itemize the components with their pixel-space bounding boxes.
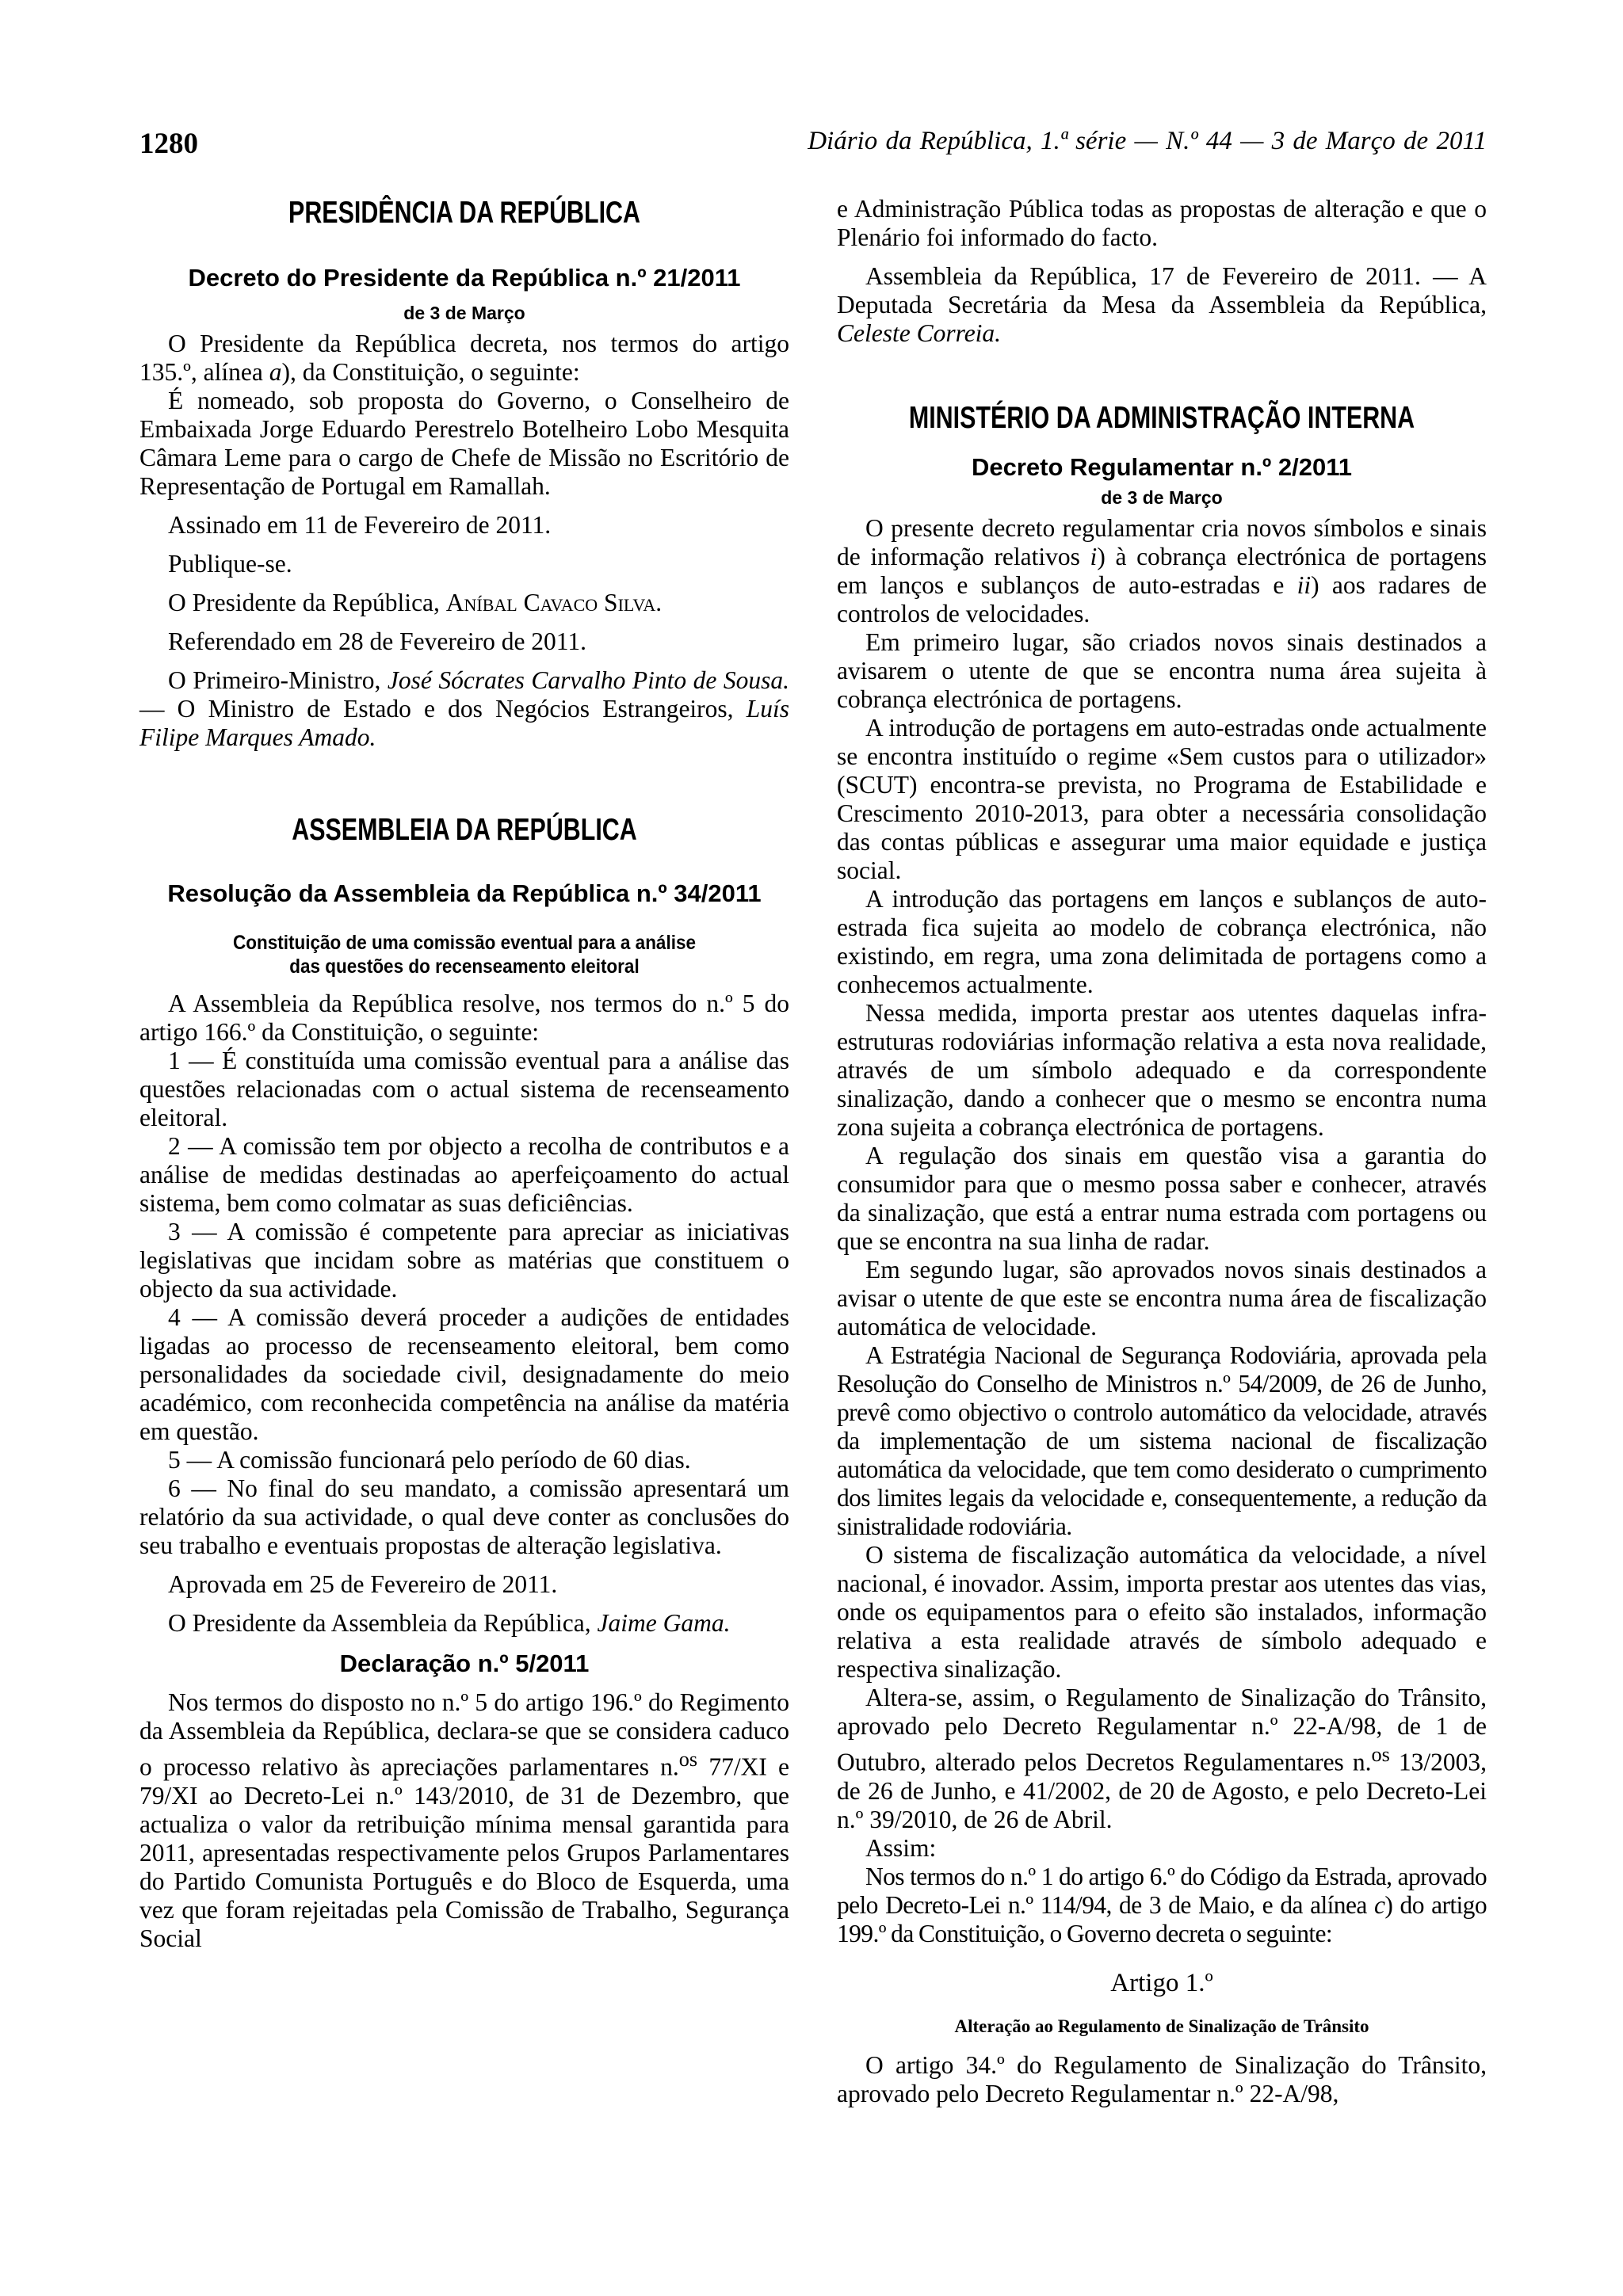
regulatory-paragraph: O sistema de fiscalização automática da velocidade, a nível nacional, é inovador. Assim, importa prestar aos utentes das vias, onde os equipamentos para o efeito são instalados, informação relativa a esta realidade através de símbolo adequado e respectiva sinalização.: [837, 1541, 1487, 1683]
assim-line: Assim:: [865, 1833, 937, 1862]
running-header: [139, 127, 1487, 166]
resolution-title: Resolução da Assembleia da República n.º 34/2011: [167, 879, 762, 907]
deputy-signature: Assembleia da República, 17 de Fevereiro de 2011. — A Deputada Secretária da Mesa da Assembleia da República, Celeste Correia.: [837, 262, 1487, 347]
regulatory-paragraph: Em primeiro lugar, são criados novos sinais destinados a avisarem o utente de que se encontra numa área sujeita à cobrança electrónica de portagens.: [837, 628, 1487, 713]
decree-paragraph: O Presidente da República decreta, nos termos do artigo 135.º, alínea a), da Constituição, o seguinte:: [139, 330, 789, 386]
resolution-intro: A Assembleia da República resolve, nos termos do n.º 5 do artigo 166.º da Constituição, o seguinte:: [139, 990, 789, 1046]
president-signature: O Presidente da República, Aníbal Cavaco Silva.: [168, 589, 663, 616]
regulatory-decree-date: de 3 de Março: [1101, 487, 1223, 508]
resolution-item: 3 — A comissão é competente para apreciar as iniciativas legislativas que incidam sobre as matérias que constituem o objecto da sua actividade.: [139, 1218, 789, 1302]
regulatory-decree-title: Decreto Regulamentar n.º 2/2011: [972, 453, 1352, 481]
section-title-assembleia: ASSEMBLEIA DA REPÚBLICA: [292, 813, 637, 847]
decree-date: de 3 de Março: [403, 303, 525, 323]
resolution-item: 6 — No final do seu mandato, a comissão apresentará um relatório da sua actividade, o qual deve conter as conclusões do seu trabalho e eventuais propostas de alteração legislativa.: [139, 1474, 789, 1559]
regulatory-paragraph: A Estratégia Nacional de Segurança Rodoviária, aprovada pela Resolução do Conselho de Ministros n.º 54/2009, de 26 de Junho, prevê como objectivo o controlo automático da velocidade, através da implementação de um sistema nacional de fiscalização automática da velocidade, que tem como desiderato o cumprimento dos limites legais da velocidade e, consequentemente, a redução da sinistralidade rodoviária.: [837, 1341, 1487, 1540]
decree-title: Decreto do Presidente da República n.º 21/2011: [188, 264, 741, 292]
section-title-presidencia: PRESIDÊNCIA DA REPÚBLICA: [288, 196, 640, 230]
declaration-paragraph: Nos termos do disposto no n.º 5 do artigo 196.º do Regimento da Assembleia da República, declara-se que se considera caduco o processo relativo às apreciações parlamentares n.$^{os}$ 77/XI e 79/XI ao Decreto-Lei n.º 143/2010, de 31 de Dezembro, que actualiza o valor da retribuição mínima mensal garantida para 2011, apresentadas respectivamente pelos Grupos Parlamentares do Partido Comunista Português e do Bloco de Esquerda, uma vez que foram rejeitadas pela Comissão de Trabalho, Segurança Social: [139, 1688, 789, 1952]
regulatory-paragraph: O presente decreto regulamentar cria novos símbolos e sinais de informação relativos i) à cobrança electrónica de portagens em lanços e sublanços de auto-estradas e ii) aos radares de controlos de velocidades.: [837, 514, 1487, 627]
resolution-subject: Constituição de uma comissão eventual para a análise das questões do recenseamento eleitoral: [233, 932, 696, 978]
assembly-president-signature: O Presidente da Assembleia da República, Jaime Gama.: [168, 1609, 731, 1637]
regulatory-paragraph: A introdução de portagens em auto-estradas onde actualmente se encontra instituído o regime «Sem custos para o utilizador» (SCUT) encontra-se prevista, no Programa de Estabilidade e Crescimento 2010-2013, para obter a necessária consolidação das contas públicas e assegurar uma maior equidade e justiça social.: [837, 714, 1487, 884]
article-paragraph: O artigo 34.º do Regulamento de Sinalização do Trânsito, aprovado pelo Decreto Regulamentar n.º 22-A/98,: [837, 2050, 1487, 2107]
resolution-item: 2 — A comissão tem por objecto a recolha de contributos e a análise de medidas destinadas ao aperfeiçoamento do actual sistema, bem como colmatar as suas deficiências.: [139, 1132, 789, 1217]
regulatory-paragraph: A regulação dos sinais em questão visa a garantia do consumidor para que o mesmo possa saber e conhecer, através da sinalização, que está a entrar numa estrada com portagens ou que se encontra na sua linha de radar.: [837, 1142, 1487, 1255]
regulatory-paragraph: Nessa medida, importa prestar aos utentes daquelas infra-estruturas rodoviárias informação relativa a esta nova realidade, através de um símbolo adequado e da correspondente sinalização, dando a conhecer que o mesmo se encontra numa zona sujeita a cobrança electrónica de portagens.: [837, 999, 1487, 1141]
left-column: [139, 195, 789, 1953]
declaration-title: Declaração n.º 5/2011: [339, 1650, 590, 1677]
resolution-item: 5 — A comissão funcionará pelo período de 60 dias.: [168, 1446, 691, 1474]
journal-title: Diário da República, 1.ª série — N.º 44 — 3 de Março de 2011: [808, 127, 1487, 155]
continuation-paragraph: e Administração Pública todas as propostas de alteração e que o Plenário foi informado do facto.: [837, 195, 1487, 251]
signed-date: Assinado em 11 de Fevereiro de 2011.: [168, 511, 552, 539]
publish-order: Publique-se.: [168, 550, 292, 578]
approved-date: Aprovada em 25 de Fevereiro de 2011.: [168, 1570, 558, 1598]
section-title-mai: MINISTÉRIO DA ADMINISTRAÇÃO INTERNA: [908, 401, 1415, 435]
resolution-item: 4 — A comissão deverá proceder a audições de entidades ligadas ao processo de recenseamento eleitoral, bem como personalidades da sociedade civil, designadamente do meio académico, com reconhecida competência na análise da matéria em questão.: [139, 1303, 789, 1445]
decree-paragraph: É nomeado, sob proposta do Governo, o Conselheiro de Embaixada Jorge Eduardo Perestrelo Botelheiro Lobo Mesquita Câmara Leme para o cargo de Chefe de Missão no Escritório de Representação de Portugal em Ramallah.: [139, 387, 789, 500]
article-number: Artigo 1.º: [1110, 1968, 1213, 1997]
referendado-date: Referendado em 28 de Fevereiro de 2011.: [168, 627, 587, 655]
regulatory-paragraph: Em segundo lugar, são aprovados novos sinais destinados a avisar o utente de que este se encontra numa área de fiscalização automática de velocidade.: [837, 1256, 1487, 1341]
resolution-item: 1 — É constituída uma comissão eventual para a análise das questões relacionadas com o actual sistema de recenseamento eleitoral.: [139, 1047, 789, 1131]
right-column: [837, 195, 1487, 2108]
ministers-signature: O Primeiro-Ministro, José Sócrates Carvalho Pinto de Sousa. — O Ministro de Estado e dos Negócios Estrangeiros, Luís Filipe Marques Amado.: [139, 666, 790, 751]
enacting-clause: Nos termos do n.º 1 do artigo 6.º do Código da Estrada, aprovado pelo Decreto-Lei n.º 114/94, de 3 de Maio, e da alínea c) do artigo 199.º da Constituição, o Governo decreta o seguinte:: [837, 1862, 1487, 1947]
regulatory-paragraph: A introdução das portagens em lanços e sublanços de auto-estrada fica sujeita ao modelo de cobrança electrónica, não existindo, em regra, uma zona delimitada de portagens como a conhecemos actualmente.: [837, 885, 1487, 998]
regulatory-paragraph: Altera-se, assim, o Regulamento de Sinalização do Trânsito, aprovado pelo Decreto Regulamentar n.º 22-A/98, de 1 de Outubro, alterado pelos Decretos Regulamentares n.$^{os}$ 13/2003, de 26 de Junho, e 41/2002, de 20 de Agosto, e pelo Decreto-Lei n.º 39/2010, de 26 de Abril.: [837, 1684, 1487, 1833]
article-title: Alteração ao Regulamento de Sinalização de Trânsito: [954, 2016, 1369, 2036]
page-number: 1280: [139, 128, 198, 160]
